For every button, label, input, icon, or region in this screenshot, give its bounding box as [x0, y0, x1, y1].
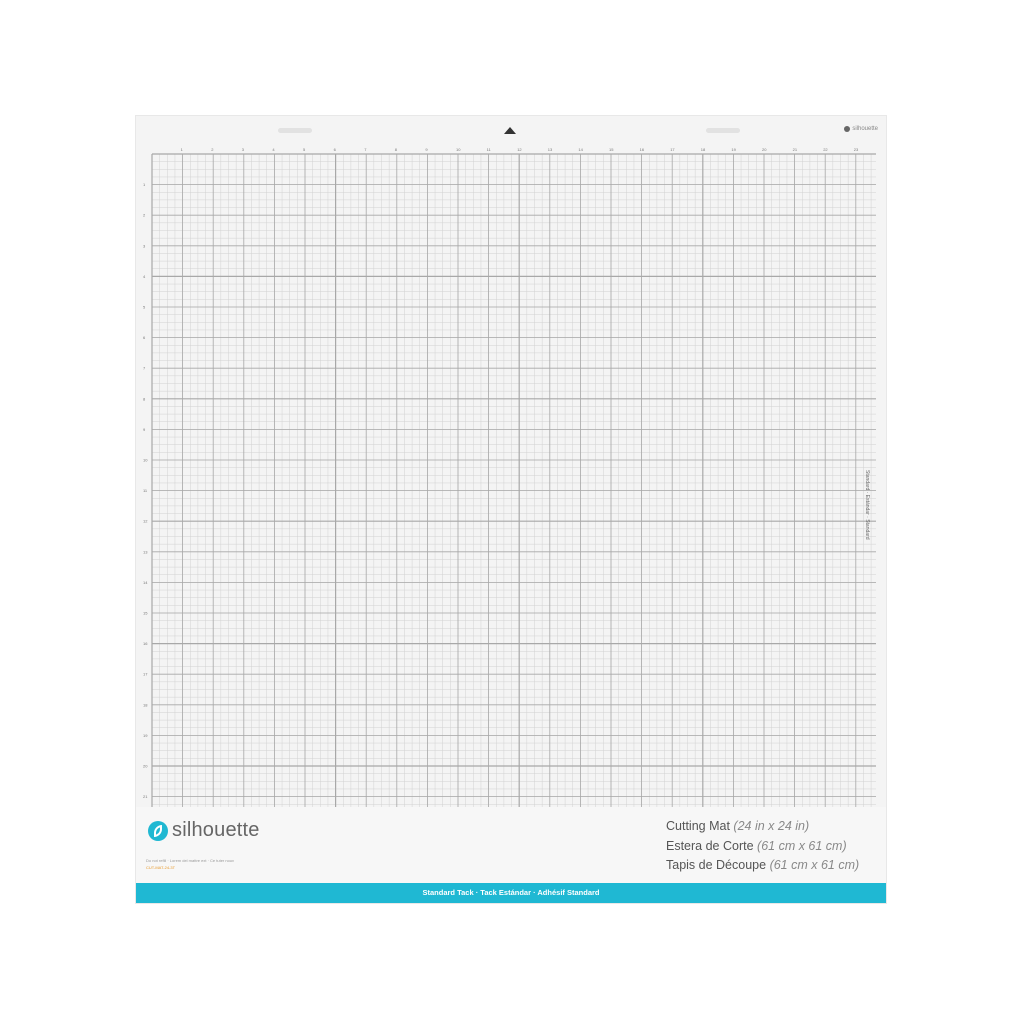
ruler-tick-label-top: 9	[425, 147, 428, 152]
title-dimension: (61 cm x 61 cm)	[769, 858, 860, 872]
product-code: CUT-MAT-24-3T	[146, 865, 176, 870]
ruler-tick-label-top: 12	[517, 147, 522, 152]
mat-top-strip	[136, 116, 886, 144]
ruler-tick-label-top: 2	[211, 147, 214, 152]
cutting-mat	[136, 116, 886, 903]
silhouette-logo-icon	[844, 126, 850, 132]
fineprint-line: Do not refill · Lorem del mattre ext · Ce tuter nouv	[146, 858, 235, 863]
mini-logo-text: silhouette	[852, 126, 878, 132]
ruler-tick-label-top: 15	[609, 147, 614, 152]
ruler-tick-label-left: 16	[143, 641, 148, 647]
ruler-tick-label-left: 13	[143, 549, 148, 555]
ruler-tick-label-left: 14	[143, 579, 148, 585]
ruler-tick-label-top: 7	[364, 147, 367, 152]
ruler-tick-label-left: 8	[143, 396, 146, 402]
side-tack-label	[862, 470, 872, 560]
ruler-tick-label-left: 1	[143, 182, 146, 188]
ruler-tick-label-top: 21	[792, 147, 798, 152]
ruler-tick-label-left: 17	[143, 671, 148, 677]
ruler-tick-label-top: 5	[303, 147, 306, 152]
ruler-tick-label-top: 8	[394, 147, 398, 152]
ruler-tick-label-left: 7	[143, 365, 146, 371]
loading-notch-right	[706, 128, 740, 133]
fineprint	[146, 857, 234, 871]
ruler-tick-label-left: 19	[143, 732, 148, 738]
grid-lines	[142, 144, 880, 807]
tack-band: Standard Tack · Tack Estándar · Adhésif Standard	[136, 883, 886, 903]
title-line-en	[666, 817, 859, 837]
ruler-tick-label-left: 4	[143, 273, 146, 279]
ruler-tick-label-top: 17	[670, 147, 675, 152]
ruler-tick-label-left: 9	[143, 426, 146, 432]
ruler-tick-label-top: 6	[333, 147, 336, 152]
title-dimension: (24 in x 24 in)	[733, 819, 810, 833]
side-label-text: Standard · Estándar · Standard	[864, 470, 870, 540]
title-name: Tapis de Découpe	[666, 858, 767, 872]
cutting-grid	[142, 144, 880, 807]
ruler-tick-label-top: 18	[700, 147, 706, 152]
mini-logo	[844, 126, 878, 132]
ruler-tick-label-top: 22	[823, 147, 828, 152]
ruler-tick-label-left: 21	[143, 794, 148, 800]
title-dimension: (61 cm x 61 cm)	[757, 838, 847, 853]
silhouette-logo-icon	[148, 821, 168, 841]
ruler-tick-label-top: 4	[272, 147, 275, 152]
ruler-tick-label-top: 13	[547, 147, 553, 152]
ruler-tick-label-left: 6	[143, 335, 146, 341]
ruler-tick-label-left: 12	[143, 518, 148, 524]
mat-footer	[136, 807, 886, 883]
ruler-tick-label-top: 3	[241, 147, 245, 152]
ruler-tick-label-left: 2	[143, 212, 146, 218]
ruler-tick-label-left: 5	[143, 304, 146, 310]
loading-notch-left	[278, 128, 312, 133]
ruler-tick-label-top: 16	[639, 147, 645, 152]
triangle-up-icon	[504, 127, 516, 134]
title-line-es	[666, 837, 859, 857]
ruler-tick-label-left: 10	[143, 457, 148, 463]
title-line-fr	[666, 856, 859, 876]
ruler-tick-label-left: 15	[143, 610, 148, 616]
ruler-tick-label-left: 11	[143, 488, 148, 494]
ruler-tick-label-top: 20	[762, 147, 767, 152]
ruler-tick-label-top: 14	[578, 147, 583, 152]
ruler-tick-label-top: 19	[731, 147, 736, 152]
ruler-tick-label-top: 23	[853, 147, 859, 152]
brand-name: silhouette	[172, 819, 260, 841]
ruler-tick-label-left: 20	[143, 763, 148, 769]
brand-logo	[148, 819, 260, 842]
ruler-tick-label-top: 11	[486, 147, 491, 152]
ruler-tick-label-top: 10	[456, 147, 461, 152]
ruler-tick-label-left: 3	[143, 243, 146, 249]
title-name: Estera de Corte	[666, 838, 754, 853]
ruler-tick-label-top: 1	[180, 147, 183, 152]
product-titles	[666, 817, 859, 876]
ruler-tick-label-left: 18	[143, 702, 148, 708]
title-name: Cutting Mat	[666, 819, 730, 833]
